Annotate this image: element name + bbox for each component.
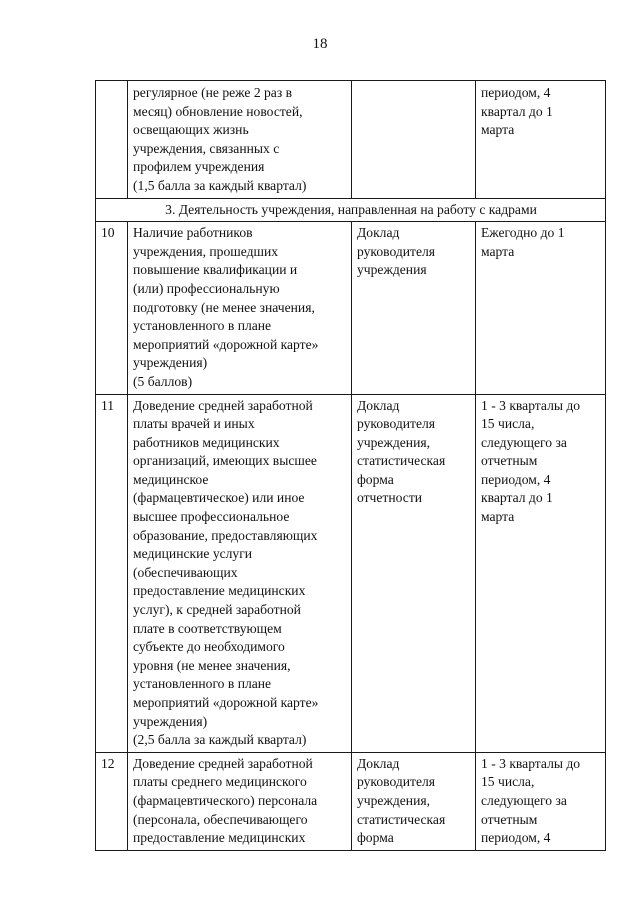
cell-text-line: регулярное (не реже 2 раз в: [133, 85, 293, 100]
cell-text-line: работников медицинских: [133, 434, 280, 450]
cell-text-line: статистическая: [357, 811, 446, 827]
cell-text-line: периодом, 4: [481, 471, 551, 487]
cell-text-line: статистическая: [357, 453, 446, 469]
criteria-table: [95, 80, 606, 851]
cell-text-line: месяц) обновление новостей,: [133, 103, 303, 119]
cell-text-line: предоставление медицинских: [133, 583, 306, 599]
cell-text-line: учреждения,: [357, 434, 431, 450]
cell-text-line: платы среднего медицинского: [133, 774, 307, 790]
cell-text-line: уровня (не менее значения,: [133, 657, 291, 673]
deadline-cell: [476, 752, 606, 850]
cell-text-line: периодом, 4: [481, 830, 551, 846]
cell-text-line: (фармацевтического) персонала: [133, 792, 318, 808]
cell-text-line: 1 - 3 кварталы до: [481, 397, 581, 413]
cell-text-line: отчетности: [357, 490, 423, 506]
cell-text-line: форма: [357, 830, 394, 846]
cell-text-line: учреждения,: [357, 792, 431, 808]
cell-text-line: Доклад: [357, 755, 400, 771]
cell-text-line: Доклад: [357, 397, 400, 413]
cell-text-line: (2,5 балла за каждый квартал): [133, 732, 307, 748]
cell-text-line: мероприятий «дорожной карте»: [133, 695, 319, 710]
cell-text-line: Доклад: [357, 225, 400, 241]
cell-text-line: марта: [481, 122, 515, 138]
page-number: 18: [312, 36, 328, 52]
criterion-cell: [128, 394, 352, 752]
row-number-cell: [96, 81, 128, 199]
cell-text-line: руководителя: [357, 416, 436, 432]
table-row: [96, 752, 606, 850]
cell-text-line: квартал до 1: [481, 103, 553, 119]
cell-text-line: платы врачей и иных: [133, 416, 255, 432]
cell-text-line: установленного в плане: [133, 318, 272, 334]
cell-text-line: образование, предоставляющих: [133, 527, 318, 543]
cell-text-line: организаций, имеющих высшее: [133, 453, 317, 469]
source-cell: [352, 81, 476, 199]
table-row: [96, 81, 606, 199]
cell-text-line: (5 баллов): [133, 373, 193, 389]
cell-text-line: (обеспечивающих: [133, 564, 238, 580]
cell-text-line: учреждения: [357, 262, 427, 278]
cell-text-line: отчетным: [481, 453, 538, 469]
cell-text-line: отчетным: [481, 811, 538, 827]
cell-text-line: мероприятий «дорожной карте»: [133, 336, 319, 352]
section-heading-row: [96, 198, 606, 222]
cell-text-line: субъекте до необходимого: [133, 639, 285, 655]
cell-text-line: учреждения): [133, 355, 208, 371]
cell-text-line: периодом, 4: [481, 85, 551, 100]
cell-text-line: марта: [481, 243, 515, 259]
cell-text-line: Доведение средней заработной: [133, 397, 313, 413]
cell-text-line: плате в соответствующем: [133, 620, 282, 636]
source-cell: [352, 752, 476, 850]
source-cell: [352, 222, 476, 394]
cell-text-line: 15 числа,: [481, 416, 535, 432]
cell-text-line: руководителя: [357, 243, 436, 259]
cell-text-line: установленного в плане: [133, 676, 272, 692]
cell-text-line: (или) профессиональную: [133, 280, 280, 296]
cell-text-line: медицинское: [133, 471, 209, 487]
criterion-cell: [128, 222, 352, 394]
criterion-cell: [128, 752, 352, 850]
cell-text-line: подготовку (не менее значения,: [133, 299, 315, 315]
cell-text-line: (1,5 балла за каждый квартал): [133, 177, 307, 193]
cell-text-line: руководителя: [357, 774, 436, 790]
cell-text-line: высшее профессиональное: [133, 509, 290, 525]
cell-text-line: услуг), к средней заработной: [133, 602, 301, 618]
cell-text-line: марта: [481, 509, 515, 525]
cell-text-line: Наличие работников: [133, 225, 253, 241]
cell-text-line: медицинские услуги: [133, 546, 253, 562]
deadline-cell: [476, 394, 606, 752]
cell-text-line: (персонала, обеспечивающего: [133, 811, 308, 827]
source-cell: [352, 394, 476, 752]
cell-text-line: учреждения): [133, 713, 208, 729]
cell-text-line: учреждения, связанных с: [133, 140, 280, 156]
cell-text-line: следующего за: [481, 792, 567, 808]
cell-text-line: 15 числа,: [481, 774, 535, 790]
section-heading: 3. Деятельность учреждения, направленная на работу с кадрами: [96, 198, 606, 222]
row-number-cell: 10: [96, 222, 128, 394]
cell-text-line: (фармацевтическое) или иное: [133, 490, 305, 506]
cell-text-line: следующего за: [481, 434, 567, 450]
cell-text-line: Доведение средней заработной: [133, 755, 313, 771]
table-row: [96, 394, 606, 752]
cell-text-line: учреждения, прошедших: [133, 243, 279, 259]
cell-text-line: профилем учреждения: [133, 159, 265, 175]
cell-text-line: повышение квалификации и: [133, 262, 298, 278]
cell-text-line: освещающих жизнь: [133, 122, 249, 138]
cell-text-line: квартал до 1: [481, 490, 553, 506]
cell-text-line: предоставление медицинских: [133, 830, 306, 846]
cell-text-line: Ежегодно до 1: [481, 225, 565, 241]
cell-text-line: форма: [357, 471, 394, 487]
criterion-cell: [128, 81, 352, 199]
row-number-cell: 11: [96, 394, 128, 752]
deadline-cell: [476, 222, 606, 394]
row-number-cell: 12: [96, 752, 128, 850]
table-row: [96, 222, 606, 394]
deadline-cell: [476, 81, 606, 199]
cell-text-line: 1 - 3 кварталы до: [481, 755, 581, 771]
